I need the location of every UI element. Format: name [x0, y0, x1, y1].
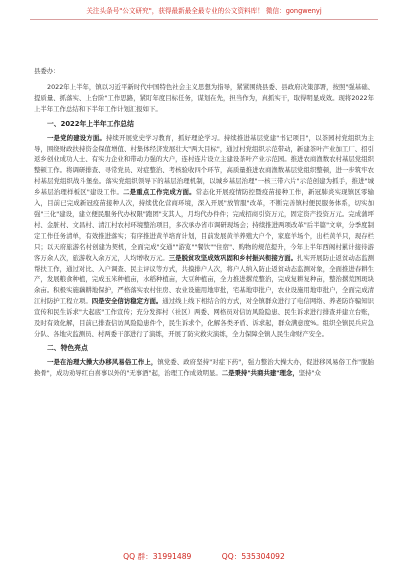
header-banner: 关注头条号"公文研究"，获得最新最全最专业的公文资料库！ 微信：gongwenyj: [86, 7, 322, 15]
paragraph-text: 镇党委、政府坚持"对症下药"，强力整治大操大办，促进移风易俗工作"脱胎换骨"，成功劝导红白喜事以外的"无事酒"起，治理工作成效明显。: [34, 357, 374, 377]
paragraph-lead: 四是安全信访稳定方面。: [91, 297, 163, 306]
paragraph-lead: 二是秉持"共商共建"理念，: [221, 368, 299, 377]
footer-contact: [0, 551, 408, 563]
paragraph-lead: 一是在治理大操大办移风易俗工作上，: [47, 357, 158, 366]
paragraph-party-building: [34, 133, 374, 340]
footer-qq: QQ：535304092: [221, 552, 285, 561]
paragraph-lead: 二是重点工作完成方面。: [123, 188, 196, 197]
paragraph-text: 持续开展党史学习教育，抓好理论学习。持续推进基层党建"书记项目"，以茶园村党组织为主导，围绕财政扶持资金保值增值、村集体经济发展壮大"两大目标"，通过村党组织示范带动，新建茶叶产业加工厂、招引返乡创业成功人士、有实力企业和带动力强的大户，连村连片设立主建设茶叶产业示范园。推进农商渔数农村基层党组织整顿工作。将调研排查、寻常党员、对症整治、考核验收四个环节，高质量推进农商渔数基层党组织整顿，进一步筑牢农村基层党组织战斗堡垒。落实党组织领导下的基层治理机制，以城乡基层治理"一核三带六片"示范创建为抓手，推进"城乡基层治理样板区"建设工作。: [34, 133, 374, 197]
intro-paragraph: 2022年上半年，镇以习近平新时代中国特色社会主义思想为指导，紧紧围绕县委、县政府决策部署，按照"强基础、提质量、抓落实、上台阶"工作思路，紧盯年度目标任务，谋划在先，担当作为，真抓实干，取得明显成效。现将2022年上半年工作总结和下半年工作计划汇报如下。: [34, 82, 374, 113]
paragraph-text: 常态化开展疫情防控暨疫苗接种工作，新冠肺炎实现镇区零输入，目前已完成新冠疫苗接种人次，持续优化营商环境，深入开展"放管服"改革，不断完善镇村便民服务体系，切实加强"三化"建设，建立便民服务代办权限"跑团"支其人，月均代办件件；完成招商引资万元，固定资产投资万元。完成蒲坪村、金脏村、文昌村、清江村农村环境整治项目，多次承办省市调研现场会；持续推进两项改革"后半篇"文章，分季度制定工作任务清单，有效推进落实；有序推进黄羊培育计划，目前发展黄羊养殖大户个，家庭羊场个，出栏黄羊只，现存栏只；以天府旅游名村创建为契机，全面完成"交通""游览""餐饮""住宿"、购物的规范提升，今年上半年西阁村累计接待游客万余人次，旅游收入余万元，人均增收万元。: [34, 188, 374, 262]
paragraph-text: 扎实开展防止返贫动态监测帮扶工作，通过对比、入户调查、民主评议等方式，共摸排户人次，将户人纳入防止返贫动态监测对象，全面推进春耕生产，发展粮食种植，完成玉米种植亩，水稻种植亩，大豆种植亩，全力推进撂荒整治，完成复耕复种亩，整治撂荒图斑块余亩。积极实施藕耕地保护，严格落实农村住房、农业设施用地审批，宅基地审批户，农业设施用地审批户，全面完成清江村防护工程立项。: [34, 253, 375, 306]
paragraph-text: 通过线上线下相结合的方式，对全镇群众进行了电信网络、养老防诈骗知识宣传和民生诉求"大起底"工作宣传；充分发挥村（社区）两委、网格员对信访风险隐患、民生诉求进行排查并建立台账，及时有效化解，目前已排查信访风险隐患件个，民生诉求个，化解各类矛盾、诉求起，群众满意度%。组织全镇民兵应急分队、各地灾监测员、村两委干部进行了演练，开展了防灾救灾演练，全力保障全镇人民生命财产安全。: [34, 297, 375, 338]
document-body: [34, 66, 374, 379]
paragraph-lead: 一是党的建设方面。: [47, 133, 106, 142]
section-heading-highlights: 二、特色亮点: [47, 343, 88, 352]
paragraph-text: 坚持"众: [298, 368, 321, 377]
salutation: 县委办：: [34, 67, 60, 75]
footer-qq-group: QQ 群：31991489: [123, 552, 192, 561]
paragraph-highlights: [34, 357, 374, 379]
section-heading-summary: 一、2022年上半年工作总结: [47, 119, 134, 128]
banner-divider: [30, 19, 378, 20]
paragraph-lead: 三是脱贫攻坚成效巩固和乡村振兴衔接方面。: [168, 253, 298, 262]
